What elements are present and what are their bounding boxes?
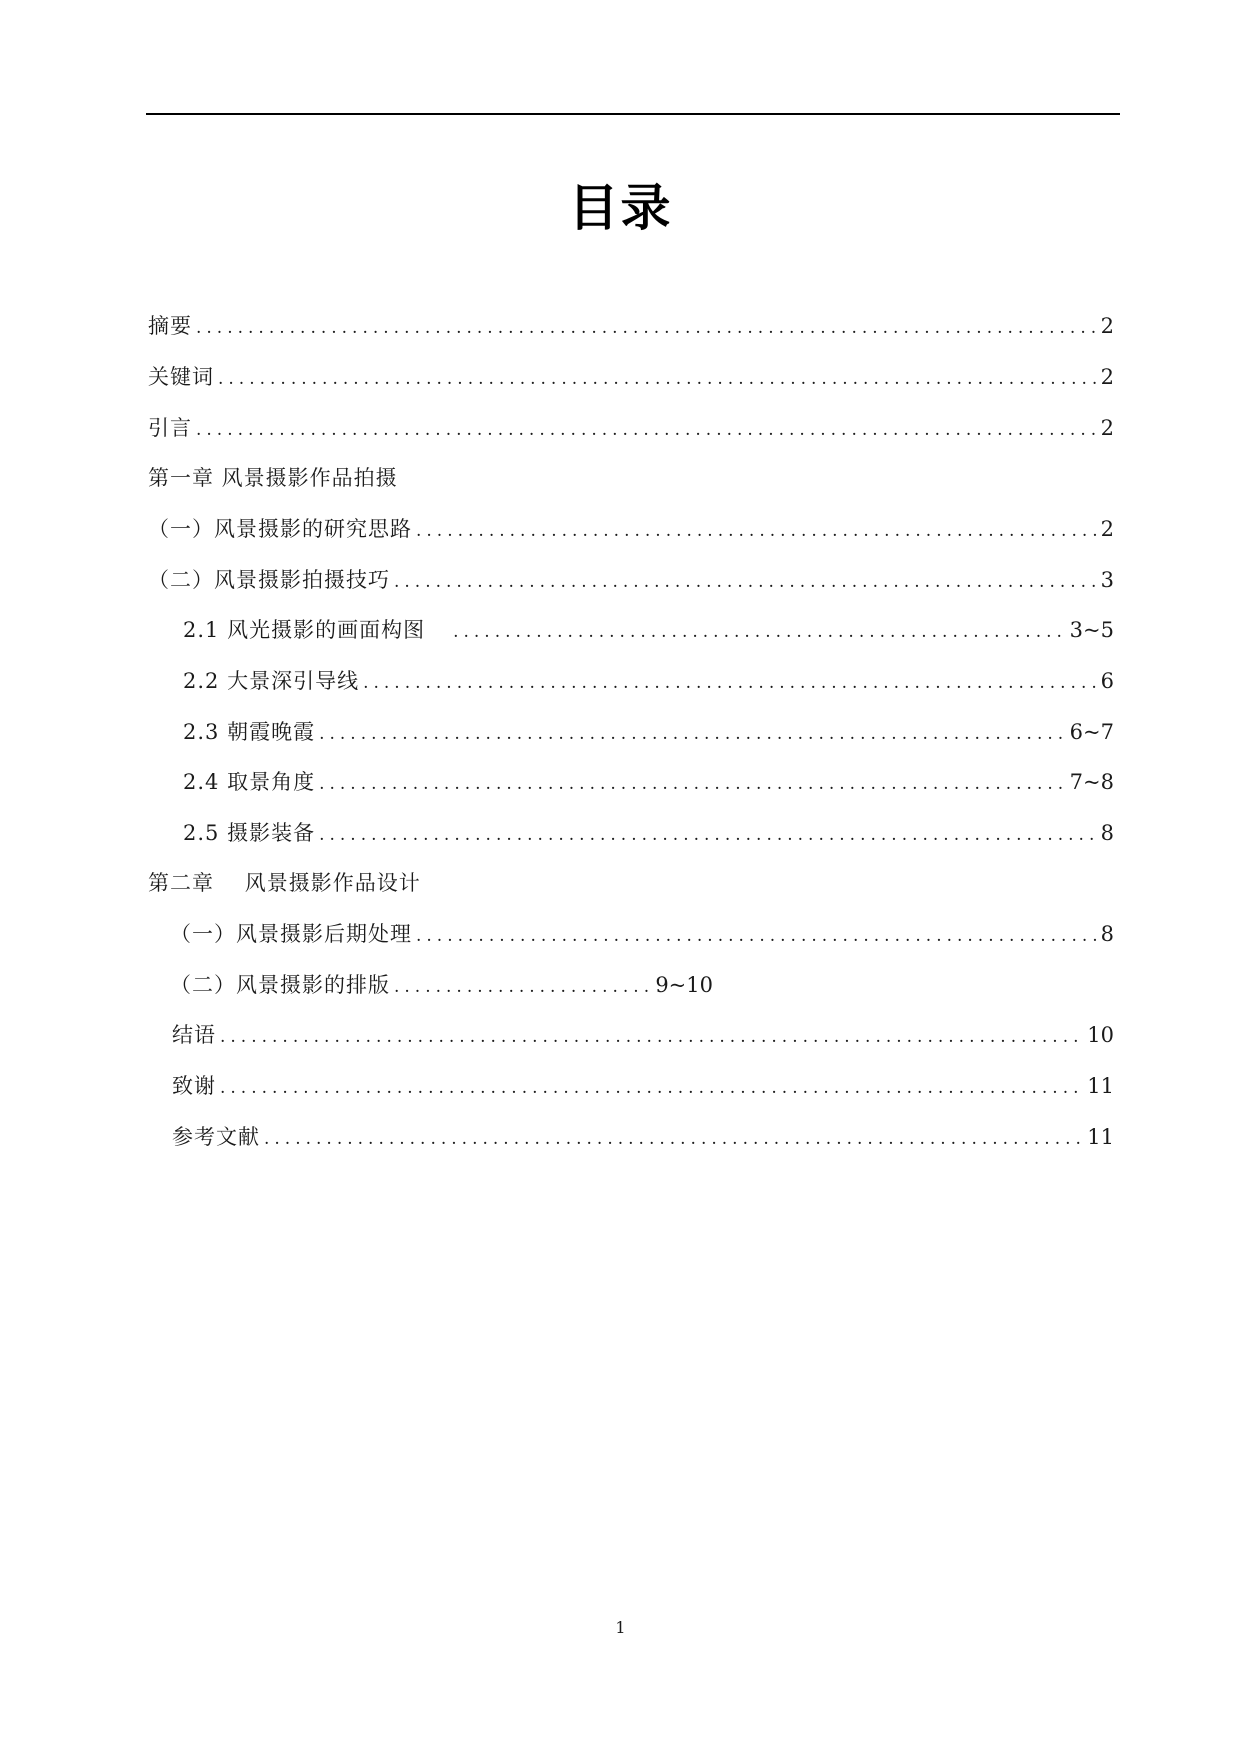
toc-entry-page: 2 bbox=[1100, 416, 1114, 440]
toc-entry-label: 2.3 朝霞晚霞 bbox=[183, 720, 316, 744]
toc-entry-page: 7~8 bbox=[1069, 770, 1114, 794]
toc-entry-2-4[interactable] bbox=[183, 767, 1114, 797]
toc-entry-keywords[interactable] bbox=[148, 362, 1114, 392]
toc-entry-abstract[interactable] bbox=[148, 311, 1114, 341]
page-number: 1 bbox=[615, 1618, 626, 1637]
toc-chapter-2[interactable] bbox=[148, 868, 421, 898]
toc-entry-label: 关键词 bbox=[148, 365, 214, 389]
toc-leader-dots bbox=[453, 617, 1066, 647]
toc-entry-label: 摘要 bbox=[148, 314, 192, 338]
toc-entry-references[interactable] bbox=[172, 1122, 1114, 1152]
toc-entry-page: 3~5 bbox=[1069, 618, 1114, 642]
toc-leader-dots bbox=[416, 516, 1097, 546]
toc-entry-label: 第一章 风景摄影作品拍摄 bbox=[148, 466, 398, 490]
toc-entry-page: 8 bbox=[1100, 821, 1114, 845]
toc-entry-label: （二）风景摄影拍摄技巧 bbox=[148, 568, 390, 592]
toc-leader-dots bbox=[220, 1073, 1083, 1103]
toc-leader-dots bbox=[218, 364, 1097, 394]
toc-entry-page: 8 bbox=[1100, 922, 1114, 946]
toc-entry-label: 结语 bbox=[172, 1023, 216, 1047]
toc-entry-introduction[interactable] bbox=[148, 413, 1114, 443]
toc-entry-1-1[interactable] bbox=[148, 514, 1114, 544]
toc-leader-dots bbox=[196, 415, 1097, 445]
toc-leader-dots bbox=[394, 972, 651, 1002]
toc-entry-label: 引言 bbox=[148, 416, 192, 440]
toc-entry-page: 2 bbox=[1100, 314, 1114, 338]
toc-entry-page: 6 bbox=[1100, 669, 1114, 693]
toc-chapter-1[interactable] bbox=[148, 463, 398, 493]
toc-entry-label: 参考文献 bbox=[172, 1125, 260, 1149]
toc-entry-page: 11 bbox=[1087, 1125, 1114, 1149]
toc-entry-label: （一）风景摄影的研究思路 bbox=[148, 517, 412, 541]
toc-entry-1-2[interactable] bbox=[148, 565, 1114, 595]
toc-leader-dots bbox=[196, 313, 1097, 343]
toc-entry-page: 11 bbox=[1087, 1074, 1114, 1098]
toc-entry-label: 致谢 bbox=[172, 1074, 216, 1098]
toc-entry-label: 2.1 风光摄影的画面构图 bbox=[183, 618, 426, 642]
toc-entry-label: （二）风景摄影的排版 bbox=[170, 973, 390, 997]
toc-leader-dots bbox=[319, 769, 1066, 799]
toc-leader-dots bbox=[416, 921, 1097, 951]
toc-entry-page: 6~7 bbox=[1069, 720, 1114, 744]
toc-leader-dots bbox=[363, 668, 1097, 698]
toc-leader-dots bbox=[319, 719, 1066, 749]
toc-entry-label: 第二章 风景摄影作品设计 bbox=[148, 871, 421, 895]
toc-leader-dots bbox=[264, 1124, 1083, 1154]
toc-entry-page: 10 bbox=[1087, 1023, 1114, 1047]
toc-entry-2-2[interactable] bbox=[183, 666, 1114, 696]
toc-title: 目录 bbox=[568, 179, 673, 237]
toc-leader-dots bbox=[319, 820, 1097, 850]
toc-entry-label: （一）风景摄影后期处理 bbox=[170, 922, 412, 946]
toc-entry-page: 3 bbox=[1100, 568, 1114, 592]
toc-entry-label: 2.5 摄影装备 bbox=[183, 821, 316, 845]
toc-entry-page: 2 bbox=[1100, 365, 1114, 389]
toc-entry-label: 2.4 取景角度 bbox=[183, 770, 316, 794]
toc-entry-ch2-1[interactable] bbox=[170, 919, 1114, 949]
toc-entry-ch2-2[interactable] bbox=[170, 970, 713, 1000]
toc-entry-2-3[interactable] bbox=[183, 717, 1114, 747]
toc-entry-page: 2 bbox=[1100, 517, 1114, 541]
toc-leader-dots bbox=[394, 567, 1097, 597]
toc-entry-label: 2.2 大景深引导线 bbox=[183, 669, 360, 693]
toc-entry-acknowledgements[interactable] bbox=[172, 1071, 1114, 1101]
toc-entry-conclusion[interactable] bbox=[172, 1020, 1114, 1050]
toc-entry-2-5[interactable] bbox=[183, 818, 1114, 848]
toc-leader-dots bbox=[220, 1022, 1083, 1052]
toc-entry-page: 9~10 bbox=[655, 973, 713, 997]
toc-entry-2-1[interactable] bbox=[183, 615, 1114, 645]
